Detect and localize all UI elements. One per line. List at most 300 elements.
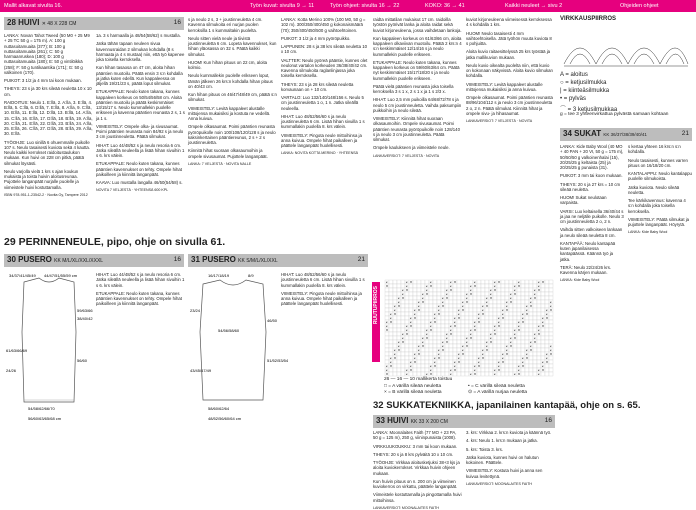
text-block: TYÖOHJE: Luo sinillä 6 ohuemmalle puikolle 107 s. Neulo tasaisesti kuviota sekä 4 kautta. Neulo kaikki kerrokset raidoitustaulukon mukaan. Kun huivi on 228 cm pitkä, päätä silmukat löysästi. [4, 139, 90, 166]
grid-cell [413, 344, 417, 348]
grid-cell [465, 352, 469, 356]
grid-cell [449, 316, 453, 320]
grid-dot [390, 321, 391, 322]
grid-dot [402, 341, 403, 342]
grid-symbol: × [501, 308, 504, 313]
grid-symbol: × [533, 332, 536, 337]
text-block: VARSI: Luo keltaisella 36/40/44 s ja jaa ne neljälle puikolle. Neulo 3 cm joustinneuletta 2 o, 2 n. [560, 208, 624, 224]
grid-cell [413, 324, 417, 328]
grid-symbol: × [405, 324, 408, 329]
grid-symbol: × [505, 304, 508, 309]
grid-dot [410, 325, 411, 326]
grid-cell [497, 304, 501, 308]
grid-cell [421, 316, 425, 320]
grid-cell [473, 336, 477, 340]
grid-cell [549, 312, 553, 316]
grid-cell [429, 344, 433, 348]
grid-cell [461, 320, 465, 324]
grid-cell [505, 368, 509, 372]
grid-symbol: × [529, 340, 532, 345]
grid-cell [477, 304, 481, 308]
grid-symbol: × [393, 352, 396, 357]
grid-cell [461, 340, 465, 344]
grid-cell [501, 304, 505, 308]
text-block: HIHAT: Luo 2,5 mm puikoilla 64/68/72/78 s ja neulo 5 cm joustinneuletta. Vaihda paksumpiin puikkoihin ja neulo sileää. [373, 97, 462, 113]
grid-cell [489, 328, 493, 332]
text-block: PUIKOT: 3 1/2 ja 4 mm tai koon mukaan. [4, 78, 82, 83]
grid-cell [449, 348, 453, 352]
grid-dot [510, 345, 511, 346]
grid-cell [465, 304, 469, 308]
grid-cell [433, 284, 437, 288]
grid-cell [389, 344, 393, 348]
text-block: PUIKOT: 3 mm tai koon mukaan. [560, 173, 623, 179]
grid-cell [425, 348, 429, 352]
grid-cell [433, 308, 437, 312]
grid-cell [501, 296, 505, 300]
grid-cell [501, 328, 505, 332]
grid-cell [461, 280, 465, 284]
text-block: TERÄ: Neulo 22/24/26 krs. Kavenna kärjen mukaan. [560, 264, 612, 275]
grid-cell [537, 312, 541, 316]
grid-cell [401, 308, 405, 312]
grid-cell [433, 352, 437, 356]
text-block: HIHAT: Luo 44/48/52 s ja neulo resoria 6 cm. Jatka sileällä neuleella ja lisää hihan sivuihin 1 s 6. krs välein. [96, 142, 185, 158]
grid-cell [481, 340, 485, 344]
dim-label: 51/52/53/54 [267, 358, 289, 363]
grid-symbol: × [401, 336, 404, 341]
grid-cell [405, 356, 409, 360]
credit-line: LANKA: NOVITA KOTTA MERINO · YHTEENSÄ [281, 151, 359, 156]
grid-symbol: × [517, 320, 520, 325]
grid-cell [473, 312, 477, 316]
grid-dot [422, 301, 423, 302]
section-34-sizes: KK 36/37/38/39/40/41 [603, 132, 647, 137]
grid-dot [542, 325, 543, 326]
grid-cell [417, 316, 421, 320]
grid-cell [489, 320, 493, 324]
grid-cell [545, 304, 549, 308]
grid-symbol: × [469, 284, 472, 289]
grid-cell [485, 336, 489, 340]
text-block: Jatka kuviota. Neulo sileää neuletta. [628, 184, 680, 195]
text-block: 5. krs: Toista 3. krs. [466, 446, 503, 452]
grid-symbol: × [485, 344, 488, 349]
text-block: VIIMEISTELY: Ompele olka- ja sivusaumat. Poimi pääntien reunasta noin 84/92 s ja neulo 3 cm joustinneuletta. Päätä silmukat. [96, 123, 184, 140]
grid-cell [461, 356, 465, 360]
grid-cell [457, 284, 461, 288]
grid-cell [465, 312, 469, 316]
grid-cell [417, 280, 421, 284]
grid-symbol: × [541, 316, 544, 321]
grid-cell [545, 348, 549, 352]
grid-dot [490, 297, 491, 298]
grid-dot [434, 321, 435, 322]
grid-cell [497, 284, 501, 288]
grid-cell [465, 320, 469, 324]
grid-cell [509, 324, 513, 328]
grid-cell [481, 288, 485, 292]
grid-symbol: × [433, 312, 436, 317]
grid-cell [445, 348, 449, 352]
grid-dot [426, 337, 427, 338]
grid-cell [501, 288, 505, 292]
grid-symbol: × [421, 292, 424, 297]
grid-cell [469, 324, 473, 328]
grid-cell [437, 296, 441, 300]
dim-label: 56/60 [77, 358, 88, 363]
text-block: TIHEYS: 20 s ja 8 krs pylväitä 10 x 10 cm. [373, 451, 454, 457]
dim-label: 48/52/56/60/64 cm [208, 416, 242, 421]
grid-cell [413, 328, 417, 332]
text-block: LANKA: Kide Baby Wool (40 MO + 40 PAN + 20 VI, 50 g = 175 m), 50/50/50 g valkoinenhalai (15), 20/25/25 g keltaista (25) ja 20/25/25 g punaista (31). [560, 144, 624, 170]
grid-cell [489, 316, 493, 320]
grid-symbol: × [497, 316, 500, 321]
section-31-header [188, 254, 368, 267]
section-28-column-2 [96, 33, 185, 229]
grid-cell [397, 312, 401, 316]
grid-dot [534, 341, 535, 342]
grid-cell [441, 288, 445, 292]
grid-cell [465, 280, 469, 284]
grid-cell [485, 292, 489, 296]
grid-cell [389, 304, 393, 308]
section-28-title: 28 HUIVI [7, 18, 40, 27]
grid-symbol: × [517, 368, 520, 373]
grid-cell [481, 372, 485, 376]
grid-cell [389, 288, 393, 292]
grid-cell [537, 348, 541, 352]
grid-cell [509, 312, 513, 316]
grid-symbol: × [473, 364, 476, 369]
grid-symbol: × [449, 284, 452, 289]
grid-cell [545, 328, 549, 332]
grid-cell [393, 364, 397, 368]
grid-cell [461, 312, 465, 316]
grid-cell [425, 280, 429, 284]
grid-cell [389, 296, 393, 300]
grid-symbol: × [469, 372, 472, 377]
grid-cell [489, 308, 493, 312]
grid-cell [441, 308, 445, 312]
grid-symbol: × [433, 356, 436, 361]
section-34-page: 21 [681, 130, 689, 137]
text-block: TYÖOHJE: Virkkaa aloitusketjuksi 38+3 kjs ja aloita kuviokerrokset. Virkkaa huivin ohjeen mukaan. [373, 460, 460, 476]
grid-cell [513, 364, 517, 368]
text-block: LANKA: Kotta Merino 100% (100 M0, 50 g = 102 m). 300/350/400/450 g kokonaismäärä (70); 350/400/450/500 g vaihtoehtoinen. [281, 17, 366, 33]
grid-cell [501, 348, 505, 352]
grid-cell [437, 288, 441, 292]
grid-symbol: × [461, 344, 464, 349]
grid-cell [481, 332, 485, 336]
grid-symbol: × [413, 352, 416, 357]
grid-cell [409, 344, 413, 348]
grid-cell [453, 296, 457, 300]
text-block: 4. krs: Neulo 1. krs:n mukaan ja jatka. [466, 438, 538, 444]
grid-cell [541, 348, 545, 352]
grid-dot [442, 305, 443, 306]
grid-symbol: × [445, 292, 448, 297]
grid-symbol: × [469, 332, 472, 337]
grid-cell [445, 344, 449, 348]
grid-cell [401, 300, 405, 304]
grid-cell [529, 308, 533, 312]
grid-cell [465, 364, 469, 368]
grid-symbol: × [453, 316, 456, 321]
dim-label: 23/24 [190, 308, 201, 313]
grid-cell [489, 324, 493, 328]
grid-cell [509, 280, 513, 284]
grid-symbol: × [549, 348, 552, 353]
grid-symbol: × [449, 328, 452, 333]
dim-label: 24/26 [6, 368, 17, 373]
grid-cell [417, 312, 421, 316]
grid-cell [477, 344, 481, 348]
grid-cell [417, 368, 421, 372]
grid-cell [509, 304, 513, 308]
grid-cell [505, 336, 509, 340]
grid-dot [546, 317, 547, 318]
grid-cell [537, 356, 541, 360]
dim-label: 44/47/51/55/59 cm [44, 273, 78, 278]
grid-cell [533, 320, 537, 324]
grid-cell [505, 324, 509, 328]
text-block: HUOM! Neulo tasaisesti 4 mm vaihtoehtoisella. Jätä työhön muuta kuviota 8 s pohjuitta. [466, 30, 552, 46]
grid-cell [525, 336, 529, 340]
crochet-legend-3: | = kiinteäsilmukka [560, 88, 610, 94]
grid-cell [405, 316, 409, 320]
grid-cell [433, 292, 437, 296]
grid-cell [457, 344, 461, 348]
topbar-right3: Ohjeiden ohjeet [620, 3, 659, 9]
grid-cell [473, 316, 477, 320]
grid-cell [417, 336, 421, 340]
grid-symbol: × [521, 356, 524, 361]
grid-cell [517, 296, 521, 300]
grid-symbol: × [461, 304, 464, 309]
grid-symbol: × [533, 336, 536, 341]
grid-cell [409, 284, 413, 288]
text-block: HIHAT: Luo 48/52/56/60 s ja neulo joustinneuletta 6 cm. Lisää hihan sivuilla 1 s kummallakin puolella 8. krs välein. [281, 272, 365, 288]
grid-cell [477, 308, 481, 312]
grid-cell [429, 336, 433, 340]
grid-dot [430, 329, 431, 330]
grid-symbol: × [405, 368, 408, 373]
grid-cell [513, 280, 517, 284]
grid-cell [465, 284, 469, 288]
grid-cell [441, 292, 445, 296]
grid-cell [489, 300, 493, 304]
grid-dot [394, 313, 395, 314]
grid-dot [530, 305, 531, 306]
grid-cell [493, 312, 497, 316]
grid-symbol: × [545, 308, 548, 313]
grid-symbol: × [505, 348, 508, 353]
grid-cell [525, 296, 529, 300]
grid-dot [454, 369, 455, 370]
grid-cell [401, 304, 405, 308]
grid-cell [477, 324, 481, 328]
grid-cell [425, 304, 429, 308]
grid-cell [525, 284, 529, 288]
grid-cell [485, 288, 489, 292]
grid-cell [433, 372, 437, 376]
grid-cell [421, 360, 425, 364]
grid-cell [425, 320, 429, 324]
grid-symbol: × [441, 340, 444, 345]
grid-symbol: × [489, 332, 492, 337]
grid-cell [405, 364, 409, 368]
grid-symbol: × [469, 328, 472, 333]
grid-cell [505, 364, 509, 368]
grid-cell [525, 288, 529, 292]
grid-cell [405, 312, 409, 316]
grid-symbol: × [429, 368, 432, 373]
grid-cell [465, 360, 469, 364]
grid-cell [429, 348, 433, 352]
grid-cell [449, 360, 453, 364]
grid-cell [385, 344, 389, 348]
grid-symbol: × [397, 296, 400, 301]
grid-cell [497, 356, 501, 360]
grid-cell [453, 348, 457, 352]
grid-cell [481, 336, 485, 340]
grid-symbol: × [449, 280, 452, 285]
grid-cell [437, 324, 441, 328]
grid-symbol: × [493, 368, 496, 373]
grid-cell [421, 308, 425, 312]
grid-cell [445, 308, 449, 312]
grid-cell [505, 320, 509, 324]
grid-cell [449, 344, 453, 348]
grid-cell [417, 292, 421, 296]
crochet-legend-1: A = aloitus [560, 72, 588, 78]
grid-cell [417, 360, 421, 364]
text-block: Neulo tasaisesti, kunnes varren pituus on 16/18/20 cm. [628, 157, 688, 168]
grid-cell [513, 368, 517, 372]
grid-cell [465, 288, 469, 292]
grid-cell [477, 300, 481, 304]
text-block: Neulo sitten vielä neule ja tiivistä joustinneuletta 6 cm. Lopeta kavennukset, kun hihan yläosassa on 32 s. Päätä kaikki silmukat. [188, 35, 277, 57]
grid-dot [486, 349, 487, 350]
grid-cell [437, 344, 441, 348]
grid-cell [409, 372, 413, 376]
grid-symbol: × [397, 300, 400, 305]
grid-symbol: × [401, 292, 404, 297]
text-block: raidta mittatilan mukaisut 17 cm. raidoilla työstön pyörivät lanka ja aloita raidat sekä kuviot kirjoneuleena, jossa vaihdetaan lankoja. [373, 17, 462, 33]
grid-symbol: × [541, 360, 544, 365]
grid-cell [401, 348, 405, 352]
grid-cell [441, 284, 445, 288]
grid-cell [393, 372, 397, 376]
grid-cell [457, 372, 461, 376]
grid-cell [433, 324, 437, 328]
grid-cell [493, 316, 497, 320]
grid-cell [513, 348, 517, 352]
grid-cell [501, 292, 505, 296]
sweater-body-outline [200, 280, 266, 400]
grid-cell [493, 308, 497, 312]
grid-dot [474, 329, 475, 330]
dim-label: 56/60/63/65/68 cm [28, 416, 62, 421]
grid-cell [509, 348, 513, 352]
grid-dot [386, 329, 387, 330]
grid-cell [521, 296, 525, 300]
grid-symbol: × [513, 288, 516, 293]
grid-cell [541, 284, 545, 288]
grid-cell [529, 352, 533, 356]
grid-cell [445, 356, 449, 360]
grid-symbol: × [417, 348, 420, 353]
grid-cell [441, 368, 445, 372]
grid-symbol: × [425, 372, 428, 377]
grid-cell [413, 340, 417, 344]
grid-cell [397, 336, 401, 340]
grid-cell [393, 332, 397, 336]
grid-cell [549, 284, 553, 288]
section-31-title: 31 PUSERO [191, 255, 236, 264]
text-block: Jatka kuviota, kunnes huivi on halutun kokoinen. Päättele. [466, 454, 539, 465]
grid-cell [449, 296, 453, 300]
crochet-chart-title: VIRKKAUSPIIRROS [560, 16, 617, 22]
grid-cell [469, 316, 473, 320]
grid-cell [497, 352, 501, 356]
grid-dot [410, 281, 411, 282]
grid-cell [441, 360, 445, 364]
grid-cell [445, 360, 449, 364]
topbar-right2: Kaikki neuleet → sivu 2 [505, 3, 563, 9]
grid-cell [509, 364, 513, 368]
grid-cell [545, 364, 549, 368]
grid-dot [546, 361, 547, 362]
dim-label: 58/60/62/64 [208, 406, 230, 411]
grid-cell [461, 284, 465, 288]
grid-cell [509, 372, 513, 376]
grid-cell [473, 300, 477, 304]
section-30-sweater-diagram [4, 272, 94, 442]
section-30-page: 16 [173, 256, 181, 263]
grid-cell [401, 324, 405, 328]
chart-side-label [372, 282, 380, 362]
credit-line: LANKAVERSIOT: MOONALAITES FAITH [466, 481, 533, 486]
grid-cell [545, 324, 549, 328]
grid-symbol: × [537, 284, 540, 289]
grid-dot [482, 357, 483, 358]
grid-cell [529, 288, 533, 292]
grid-cell [385, 316, 389, 320]
grid-cell [477, 336, 481, 340]
grid-cell [413, 284, 417, 288]
grid-cell [429, 356, 433, 360]
grid-cell [405, 336, 409, 340]
grid-cell [533, 304, 537, 308]
grid-cell [549, 280, 553, 284]
grid-cell [509, 288, 513, 292]
grid-cell [481, 280, 485, 284]
grid-cell [481, 292, 485, 296]
grid-cell [481, 360, 485, 364]
grid-cell [513, 316, 517, 320]
grid-cell [529, 356, 533, 360]
grid-cell [485, 312, 489, 316]
grid-symbol: × [457, 352, 460, 357]
grid-cell [469, 280, 473, 284]
grid-cell [389, 368, 393, 372]
grid-cell [421, 348, 425, 352]
grid-cell [389, 348, 393, 352]
text-block: HUOM! Sukat neulotaan varpaista. [560, 195, 607, 206]
grid-cell [441, 324, 445, 328]
